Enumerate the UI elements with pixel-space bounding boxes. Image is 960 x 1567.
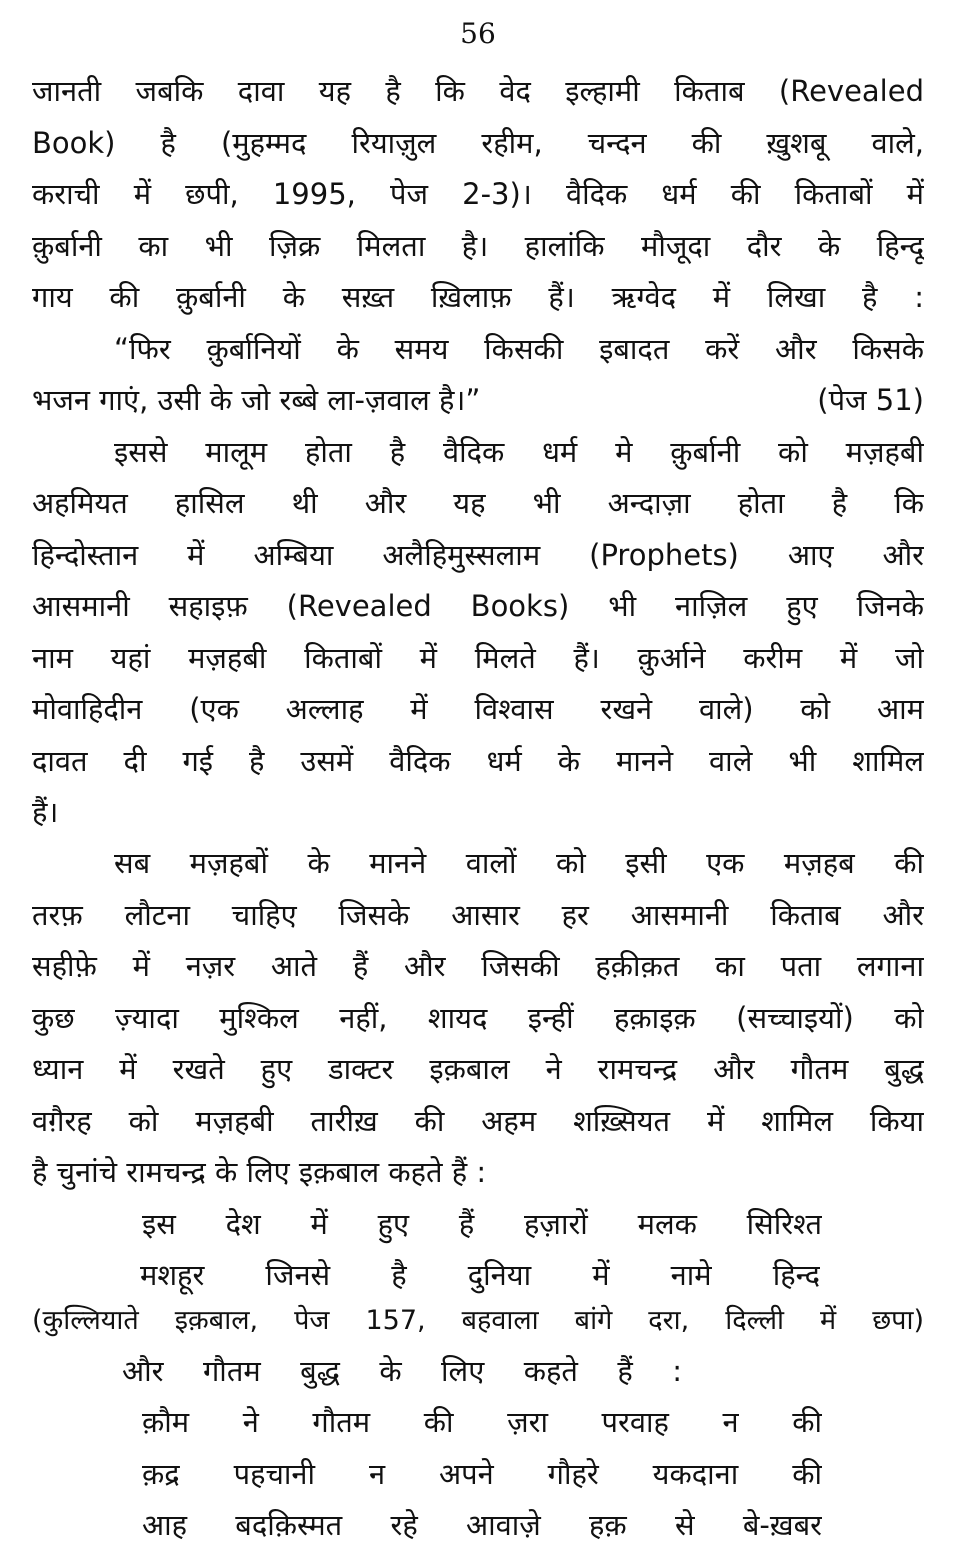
book-page [32, 0, 924, 1567]
text-line: मोवाहिदीन (एक अल्लाह में विश्वास रखने वाले) को आम [32, 692, 924, 726]
paragraph-2 [32, 427, 924, 839]
page-number: 56 [460, 17, 496, 50]
text-line: दावत दी गई है उसमें वैदिक धर्म के मानने वाले भी शामिल [32, 743, 924, 778]
quote-line: भजन गाएं, उसी के जो रब्बे ला-ज़वाल है।” [32, 383, 481, 417]
text-line: Book) है (मुहम्मद रियाज़ुल रहीम, चन्दन की ख़ुशबू वाले, [32, 125, 924, 160]
text-line: हैं। [32, 795, 59, 829]
text-line: नाम यहां मज़हबी किताबों में मिलते हैं। क़ुर्आने करीम में जो [32, 640, 924, 675]
text-line: तरफ़ लौटना चाहिए जिसके आसार हर आसमानी किताब और [32, 897, 924, 932]
verse-line: आह बदक़िस्मत रहे आवाज़े हक़ से बे-ख़बर [142, 1508, 822, 1542]
text-line: इससे मालूम होता है वैदिक धर्म मे क़ुर्बानी को मज़हबी [114, 434, 924, 469]
intro-line: और गौतम बुद्ध के लिए कहते हैं : [122, 1354, 682, 1388]
text-line: हिन्दोस्तान में अम्बिया अलैहिमुस्सलाम (Prophets) आए और [32, 537, 924, 572]
verse-line: इस देश में हुए हैं हज़ारों मलक सिरिश्त [142, 1206, 822, 1241]
text-line: कुछ ज़्यादा मुश्किल नहीं, शायद इन्हीं हक़ाइक़ (सच्चाइयों) को [32, 1000, 924, 1035]
text-line: वग़ैरह को मज़हबी तारीख़ की अहम शख़्सियत में शामिल किया [32, 1103, 924, 1138]
text-line: जानती जबकि दावा यह है कि वेद इल्हामी किताब (Revealed [32, 74, 924, 108]
verse-line: क़द्र पहचानी न अपने गौहरे यकदाना की [142, 1456, 822, 1491]
text-line: है चुनांचे रामचन्द्र के लिए इक़बाल कहते हैं : [32, 1155, 487, 1189]
quote-line: “फिर क़ुर्बानियों के समय किसकी इबादत करें और किसके [114, 331, 924, 366]
text-line: ध्यान में रखते हुए डाक्टर इक़बाल ने रामचन्द्र और गौतम बुद्ध [32, 1052, 924, 1086]
citation-line: (कुल्लियाते इक़बाल, पेज 157, बहवाला बांगे दरा, दिल्ली में छपा) [32, 1305, 924, 1336]
verse-line: मशहूर जिनसे है दुनिया में नामे हिन्द [140, 1258, 820, 1292]
intro-gautam [32, 1346, 924, 1398]
verse-ramchandra [32, 1199, 924, 1302]
verse-gautam [32, 1397, 924, 1552]
citation [32, 1295, 924, 1347]
text-line: कराची में छपी, 1995, पेज 2-3)। वैदिक धर्म की किताबों में [32, 177, 924, 211]
quote-reference: (पेज 51) [817, 383, 924, 417]
paragraph-1 [32, 66, 924, 324]
quote-line-with-reference [32, 375, 924, 427]
text-line: आसमानी सहाइफ़ (Revealed Books) भी नाज़िल हुए जिनके [32, 589, 924, 623]
verse-line: क़ौम ने गौतम की ज़रा परवाह न की [142, 1405, 822, 1439]
text-line: अहमियत हासिल थी और यह भी अन्दाज़ा होता है कि [32, 486, 924, 520]
text-line: सब मज़हबों के मानने वालों को इसी एक मज़हब की [114, 846, 924, 880]
rigveda-quote [32, 324, 924, 427]
text-line: सहीफ़े में नज़र आते हैं और जिसकी हक़ीक़त का पता लगाना [32, 949, 924, 983]
text-line: क़ुर्बानी का भी ज़िक्र मिलता है। हालांकि मौजूदा दौर के हिन्दू [32, 228, 924, 263]
text-line: गाय की क़ुर्बानी के सख़्त ख़िलाफ़ हैं। ऋग्वेद में लिखा है : [32, 280, 924, 314]
paragraph-3 [32, 838, 924, 1199]
